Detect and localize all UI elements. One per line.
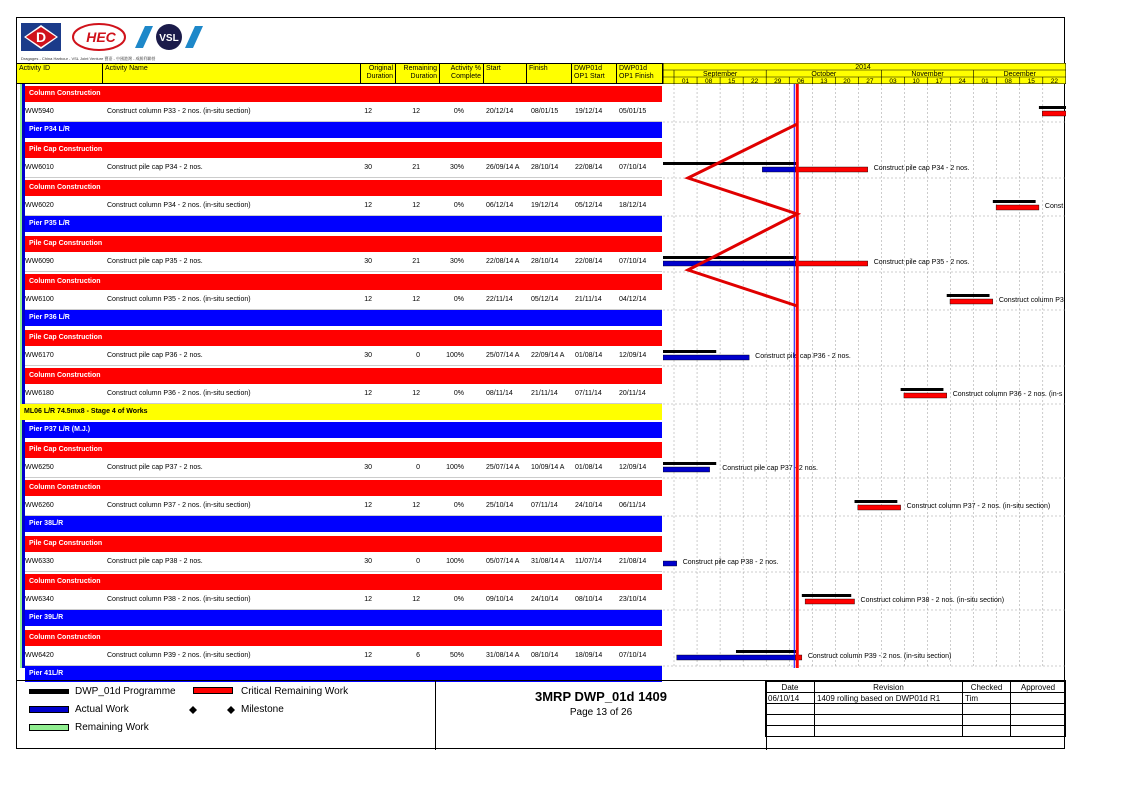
gantt-chart bbox=[663, 84, 1066, 734]
activity-rd: 12 bbox=[412, 108, 420, 115]
activity-cells bbox=[25, 196, 662, 216]
activity-finish: 22/09/14 A bbox=[531, 352, 565, 359]
activity-start: 20/12/14 bbox=[486, 108, 514, 115]
wbs-band-label: Pile Cap Construction bbox=[25, 536, 662, 552]
programme-bar bbox=[855, 500, 898, 503]
week-label: 03 bbox=[889, 78, 897, 84]
activity-pct: 0% bbox=[453, 390, 464, 397]
rev-cell bbox=[815, 704, 963, 715]
legend-actual-swatch bbox=[29, 706, 69, 713]
activity-df: 18/12/14 bbox=[619, 202, 647, 209]
activity-od: 30 bbox=[364, 258, 372, 265]
milestone-diamond-icon bbox=[227, 706, 235, 714]
activity-ds: 22/08/14 bbox=[575, 164, 603, 171]
activity-name: Construct column P35 - 2 nos. (in-situ section) bbox=[107, 296, 251, 303]
activity-pct: 0% bbox=[453, 108, 464, 115]
schedule-sheet bbox=[16, 17, 1065, 749]
legend-milestone: Milestone bbox=[241, 704, 284, 715]
chec-logo bbox=[71, 22, 127, 52]
week-label: 13 bbox=[820, 78, 828, 84]
critical-remaining-bar bbox=[950, 299, 993, 304]
actual-work-bar bbox=[663, 261, 795, 266]
activity-pct: 100% bbox=[446, 352, 464, 359]
programme-bar bbox=[736, 650, 799, 653]
wbs-band-label: Pier 39L/R bbox=[25, 610, 662, 626]
wbs-band-label: Column Construction bbox=[25, 180, 662, 196]
bar-label: Const bbox=[1044, 203, 1064, 210]
svg-text:VSL: VSL bbox=[159, 33, 179, 44]
week-label: 01 bbox=[981, 78, 989, 84]
activity-df: 21/08/14 bbox=[619, 558, 647, 565]
rev-header-revision: Revision bbox=[815, 682, 963, 693]
activity-rd: 12 bbox=[412, 596, 420, 603]
activity-finish: 28/10/14 bbox=[531, 258, 559, 265]
activity-cells bbox=[25, 496, 662, 516]
activity-df: 05/01/15 bbox=[619, 108, 647, 115]
activity-ds: 21/11/14 bbox=[575, 296, 602, 303]
legend-remaining: Remaining Work bbox=[75, 722, 149, 733]
activity-id: WW6340 bbox=[25, 596, 54, 603]
month-label: October bbox=[811, 71, 837, 78]
activity-cells bbox=[25, 158, 662, 178]
activity-ds: 05/12/14 bbox=[575, 202, 603, 209]
wbs-band-label: Column Construction bbox=[25, 574, 662, 590]
week-label: 17 bbox=[935, 78, 943, 84]
activity-name: Construct pile cap P35 - 2 nos. bbox=[107, 258, 203, 265]
actual-work-bar bbox=[663, 467, 710, 472]
activity-od: 12 bbox=[364, 108, 372, 115]
activity-df: 06/11/14 bbox=[619, 502, 646, 509]
activity-start: 25/10/14 bbox=[486, 502, 514, 509]
critical-remaining-bar bbox=[858, 505, 901, 510]
wbs-band-label: Column Construction bbox=[25, 274, 662, 290]
wbs-band-label: ML06 L/R 74.5mx8 - Stage 4 of Works bbox=[20, 404, 662, 420]
activity-cells bbox=[25, 346, 662, 366]
week-label: 24 bbox=[958, 78, 966, 84]
activity-cells bbox=[25, 458, 662, 478]
revision-table bbox=[765, 681, 1066, 750]
activity-name: Construct pile cap P36 - 2 nos. bbox=[107, 352, 203, 359]
rev-cell bbox=[1011, 726, 1066, 737]
activity-ds: 07/11/14 bbox=[575, 390, 602, 397]
activity-id: WW6020 bbox=[25, 202, 54, 209]
activity-id: WW6170 bbox=[25, 352, 54, 359]
bar-label: Construct column P39 - 2 nos. (in-situ section) bbox=[807, 653, 952, 660]
activity-ds: 19/12/14 bbox=[575, 108, 603, 115]
activity-name: Construct pile cap P38 - 2 nos. bbox=[107, 558, 203, 565]
year-label: 2014 bbox=[855, 64, 871, 71]
wbs-band-label: Column Construction bbox=[25, 86, 662, 102]
title-block bbox=[435, 681, 767, 750]
activity-id: WW6180 bbox=[25, 390, 54, 397]
bar-label: Construct pile cap P36 - 2 nos. bbox=[755, 353, 851, 360]
wbs-band-label: Pile Cap Construction bbox=[25, 442, 662, 458]
dragages-logo bbox=[21, 23, 61, 51]
activity-id: WW6100 bbox=[25, 296, 54, 303]
vsl-logo bbox=[135, 22, 205, 52]
activity-cells bbox=[25, 590, 662, 610]
activity-id: WW6010 bbox=[25, 164, 54, 171]
col-header-finish[interactable]: Finish bbox=[527, 63, 572, 84]
col-header-dwp-finish[interactable]: DWP01d OP1 Finish bbox=[617, 63, 663, 84]
activity-rd: 21 bbox=[412, 164, 420, 171]
week-label: 20 bbox=[843, 78, 851, 84]
activity-start: 05/07/14 A bbox=[486, 558, 520, 565]
col-header-original-duration[interactable]: Original Duration bbox=[361, 63, 396, 84]
activity-id: WW6090 bbox=[25, 258, 54, 265]
col-header-start[interactable]: Start bbox=[484, 63, 527, 84]
rev-cell bbox=[815, 726, 963, 737]
progress-zigzag bbox=[688, 124, 797, 306]
rev-cell: 06/10/14 bbox=[766, 693, 815, 704]
activity-name: Construct column P33 - 2 nos. (in-situ section) bbox=[107, 108, 251, 115]
activity-pct: 0% bbox=[453, 202, 464, 209]
milestone-diamond-icon bbox=[189, 706, 197, 714]
programme-bar bbox=[1039, 106, 1066, 109]
wbs-band-label: Column Construction bbox=[25, 480, 662, 496]
activity-name: Construct column P39 - 2 nos. (in-situ section) bbox=[107, 652, 251, 659]
month-label: November bbox=[911, 71, 944, 78]
schedule-title: 3MRP DWP_01d 1409 bbox=[535, 689, 667, 704]
activity-ds: 08/10/14 bbox=[575, 596, 603, 603]
activity-start: 09/10/14 bbox=[486, 596, 514, 603]
activity-rd: 12 bbox=[412, 390, 420, 397]
week-label: 01 bbox=[681, 78, 690, 84]
activity-start: 06/12/14 bbox=[486, 202, 514, 209]
legend-remaining-swatch bbox=[29, 724, 69, 731]
activity-cells bbox=[25, 384, 662, 404]
activity-df: 20/11/14 bbox=[619, 390, 646, 397]
activity-id: WW6330 bbox=[25, 558, 54, 565]
activity-df: 07/10/14 bbox=[619, 652, 647, 659]
activity-rd: 21 bbox=[412, 258, 420, 265]
rev-cell bbox=[766, 726, 815, 737]
activity-od: 12 bbox=[364, 296, 372, 303]
activity-df: 12/09/14 bbox=[619, 352, 647, 359]
activity-pct: 0% bbox=[453, 502, 464, 509]
week-label: 06 bbox=[797, 78, 805, 84]
col-header-dwp-start[interactable]: DWP01d OP1 Start bbox=[572, 63, 617, 84]
bar-label: Construct column P38 - 2 nos. (in-situ section) bbox=[860, 597, 1005, 604]
activity-od: 12 bbox=[364, 202, 372, 209]
activity-start: 22/11/14 bbox=[486, 296, 513, 303]
col-header-activity-id[interactable]: Activity ID bbox=[17, 63, 103, 84]
actual-work-bar bbox=[677, 655, 796, 660]
legend-panel bbox=[17, 680, 1066, 750]
activity-finish: 31/08/14 A bbox=[531, 558, 565, 565]
activity-finish: 19/12/14 bbox=[531, 202, 559, 209]
programme-bar bbox=[901, 388, 944, 391]
activity-rd: 12 bbox=[412, 296, 420, 303]
activity-cells bbox=[25, 646, 662, 666]
week-label: 10 bbox=[912, 78, 920, 84]
activity-name: Construct column P34 - 2 nos. (in-situ section) bbox=[107, 202, 251, 209]
activity-start: 08/11/14 bbox=[486, 390, 513, 397]
col-header-pct-complete[interactable]: Activity % Complete bbox=[440, 63, 484, 84]
wbs-band-label: Pile Cap Construction bbox=[25, 142, 662, 158]
week-label: 29 bbox=[774, 78, 782, 84]
rev-cell bbox=[766, 704, 815, 715]
activity-start: 26/09/14 A bbox=[486, 164, 520, 171]
programme-bar bbox=[663, 162, 799, 165]
rev-cell bbox=[1011, 693, 1066, 704]
critical-remaining-bar bbox=[996, 205, 1039, 210]
activity-start: 31/08/14 A bbox=[486, 652, 520, 659]
activity-ds: 01/08/14 bbox=[575, 464, 603, 471]
logo-strip bbox=[17, 18, 679, 63]
programme-bar bbox=[947, 294, 990, 297]
rev-cell: Tim bbox=[963, 693, 1011, 704]
activity-name: Construct column P37 - 2 nos. (in-situ section) bbox=[107, 502, 251, 509]
rev-header-date: Date bbox=[766, 682, 815, 693]
activity-od: 12 bbox=[364, 502, 372, 509]
rev-cell bbox=[963, 704, 1011, 715]
activity-name: Construct column P38 - 2 nos. (in-situ section) bbox=[107, 596, 251, 603]
activity-cells bbox=[25, 552, 662, 572]
wbs-band-label: Pile Cap Construction bbox=[25, 236, 662, 252]
activity-od: 30 bbox=[364, 558, 372, 565]
rev-header-checked: Checked bbox=[963, 682, 1011, 693]
activity-finish: 05/12/14 bbox=[531, 296, 559, 303]
rev-cell bbox=[815, 715, 963, 726]
bar-label: Construct pile cap P34 - 2 nos. bbox=[873, 165, 970, 172]
activity-od: 30 bbox=[364, 164, 372, 171]
activity-od: 12 bbox=[364, 596, 372, 603]
activity-name: Construct pile cap P37 - 2 nos. bbox=[107, 464, 203, 471]
programme-bar bbox=[663, 350, 716, 353]
activity-ds: 01/08/14 bbox=[575, 352, 603, 359]
col-header-activity-name[interactable]: Activity Name bbox=[103, 63, 361, 84]
activity-rd: 0 bbox=[416, 464, 420, 471]
activity-cells bbox=[25, 252, 662, 272]
programme-bar bbox=[993, 200, 1036, 203]
week-label: 15 bbox=[728, 78, 736, 84]
week-label: 22 bbox=[751, 78, 759, 84]
svg-text:D: D bbox=[35, 29, 47, 45]
critical-remaining-bar bbox=[795, 261, 867, 266]
bar-label: Construct column P36 - 2 nos. (in-s bbox=[952, 391, 1063, 398]
activity-pct: 100% bbox=[446, 464, 464, 471]
activity-df: 07/10/14 bbox=[619, 258, 647, 265]
activity-id: WW6260 bbox=[25, 502, 54, 509]
rev-cell bbox=[766, 715, 815, 726]
week-label: 27 bbox=[866, 78, 874, 84]
wbs-band-label: Pier P36 L/R bbox=[25, 310, 662, 326]
programme-bar bbox=[663, 256, 799, 259]
wbs-band-label: Column Construction bbox=[25, 368, 662, 384]
activity-id: WW6420 bbox=[25, 652, 54, 659]
programme-bar bbox=[663, 462, 716, 465]
activity-start: 25/07/14 A bbox=[486, 352, 520, 359]
timeline-header bbox=[663, 63, 1066, 84]
week-label: 22 bbox=[1050, 78, 1058, 84]
bar-label: Construct column P3 bbox=[998, 297, 1064, 304]
activity-finish: 21/11/14 bbox=[531, 390, 558, 397]
legend-programme: DWP_01d Programme bbox=[75, 686, 176, 697]
legend-critical: Critical Remaining Work bbox=[241, 686, 349, 697]
wbs-band-label: Pier P35 L/R bbox=[25, 216, 662, 232]
activity-rd: 12 bbox=[412, 202, 420, 209]
rev-cell bbox=[963, 715, 1011, 726]
activity-ds: 24/10/14 bbox=[575, 502, 603, 509]
critical-remaining-bar bbox=[1042, 111, 1066, 116]
bar-label: Construct pile cap P35 - 2 nos. bbox=[873, 259, 970, 266]
week-label: 08 bbox=[1004, 78, 1012, 84]
activity-rd: 0 bbox=[416, 558, 420, 565]
wbs-band-label: Pier P37 L/R (M.J.) bbox=[25, 422, 662, 438]
legend-programme-swatch bbox=[29, 689, 69, 694]
activity-od: 30 bbox=[364, 464, 372, 471]
activity-name: Construct column P36 - 2 nos. (in-situ section) bbox=[107, 390, 251, 397]
activity-od: 12 bbox=[364, 652, 372, 659]
month-label: December bbox=[1003, 71, 1036, 78]
wbs-band-label: Column Construction bbox=[25, 630, 662, 646]
rev-cell: 1409 rolling based on DWP01d R1 bbox=[815, 693, 963, 704]
actual-work-bar bbox=[762, 167, 795, 172]
week-label: 15 bbox=[1027, 78, 1035, 84]
activity-start: 25/07/14 A bbox=[486, 464, 520, 471]
activity-pct: 0% bbox=[453, 596, 464, 603]
activity-pct: 100% bbox=[446, 558, 464, 565]
critical-remaining-bar bbox=[795, 167, 867, 172]
activity-start: 22/08/14 A bbox=[486, 258, 520, 265]
activity-df: 04/12/14 bbox=[619, 296, 647, 303]
activity-pct: 0% bbox=[453, 296, 464, 303]
activity-pct: 30% bbox=[449, 258, 464, 265]
actual-work-bar bbox=[663, 355, 749, 360]
activity-rd: 6 bbox=[416, 652, 420, 659]
legend-critical-swatch bbox=[193, 687, 233, 694]
page-number: Page 13 of 26 bbox=[569, 707, 633, 718]
month-label: September bbox=[702, 71, 738, 78]
activity-ds: 22/08/14 bbox=[575, 258, 603, 265]
activity-finish: 08/01/15 bbox=[531, 108, 559, 115]
activity-finish: 10/09/14 A bbox=[531, 464, 565, 471]
rev-cell bbox=[1011, 715, 1066, 726]
svg-text:HEC: HEC bbox=[86, 29, 116, 45]
wbs-band-label: Pier P34 L/R bbox=[25, 122, 662, 138]
activity-rd: 0 bbox=[416, 352, 420, 359]
activity-df: 12/09/14 bbox=[619, 464, 647, 471]
activity-id: WW5940 bbox=[25, 108, 54, 115]
activity-pct: 50% bbox=[449, 652, 464, 659]
rev-cell bbox=[1011, 704, 1066, 715]
wbs-band-label: Pile Cap Construction bbox=[25, 330, 662, 346]
programme-bar bbox=[802, 594, 851, 597]
wbs-band-label: Pier 41L/R bbox=[25, 666, 662, 682]
wbs-band-label: Pier 38L/R bbox=[25, 516, 662, 532]
critical-remaining-bar bbox=[904, 393, 947, 398]
bar-label: Construct pile cap P38 - 2 nos. bbox=[682, 559, 779, 566]
bar-label: Construct pile cap P37 - 2 nos. bbox=[722, 465, 818, 472]
rev-header-approved: Approved bbox=[1011, 682, 1066, 693]
critical-remaining-bar bbox=[805, 599, 854, 604]
activity-id: WW6250 bbox=[25, 464, 54, 471]
week-label: 08 bbox=[704, 78, 713, 84]
activity-finish: 07/11/14 bbox=[531, 502, 558, 509]
activity-finish: 28/10/14 bbox=[531, 164, 559, 171]
activity-ds: 18/09/14 bbox=[575, 652, 603, 659]
bar-label: Construct column P37 - 2 nos. (in-situ section) bbox=[906, 503, 1051, 510]
activity-cells bbox=[25, 290, 662, 310]
activity-df: 23/10/14 bbox=[619, 596, 647, 603]
activity-name: Construct pile cap P34 - 2 nos. bbox=[107, 164, 203, 171]
activity-df: 07/10/14 bbox=[619, 164, 647, 171]
activity-ds: 11/07/14 bbox=[575, 558, 602, 565]
jv-caption: Dragages - China Harbour - VSL Joint Venture 寶嘉 - 中國港灣 - 威勝利聯營 bbox=[21, 56, 156, 61]
activity-finish: 08/10/14 bbox=[531, 652, 559, 659]
activity-finish: 24/10/14 bbox=[531, 596, 559, 603]
activity-cells bbox=[25, 102, 662, 122]
activity-rd: 12 bbox=[412, 502, 420, 509]
legend-actual: Actual Work bbox=[75, 704, 129, 715]
actual-work-bar bbox=[663, 561, 677, 566]
activity-od: 12 bbox=[364, 390, 372, 397]
activity-od: 30 bbox=[364, 352, 372, 359]
col-header-remaining-duration[interactable]: Remaining Duration bbox=[396, 63, 440, 84]
rev-cell bbox=[963, 726, 1011, 737]
activity-pct: 30% bbox=[449, 164, 464, 171]
